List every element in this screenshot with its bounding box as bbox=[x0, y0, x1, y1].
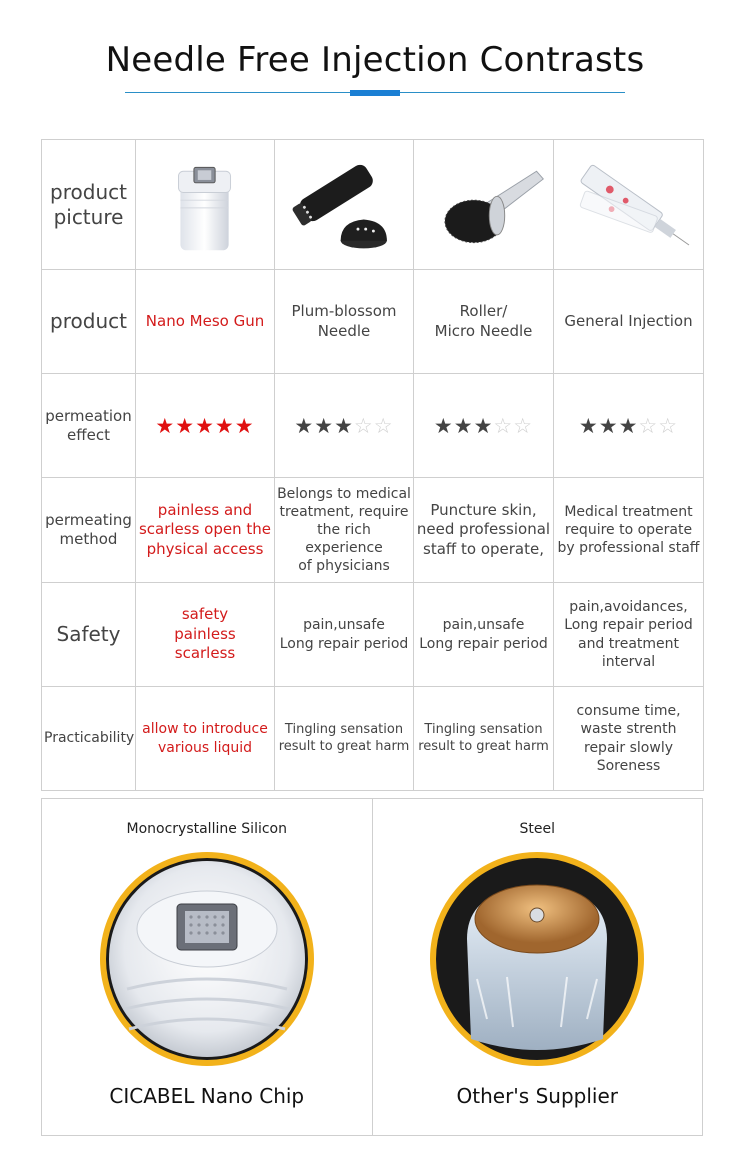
page-title: Needle Free Injection Contrasts bbox=[105, 40, 645, 80]
safety-cell-2 bbox=[275, 583, 414, 687]
picture-nano-gun bbox=[136, 140, 275, 270]
cell-text: Roller/ Micro Needle bbox=[434, 302, 533, 340]
product-cell-1 bbox=[136, 270, 275, 374]
star-empty-icon: ☆ bbox=[353, 413, 374, 438]
practicability-cell-4 bbox=[554, 687, 704, 791]
rating-cell-3 bbox=[414, 374, 554, 478]
rating-cell-2 bbox=[275, 374, 414, 478]
star-empty-icon: ☆ bbox=[638, 413, 659, 438]
cell-text: safety painless scarless bbox=[174, 605, 236, 663]
star-empty-icon: ☆ bbox=[373, 413, 394, 438]
label-product bbox=[42, 270, 136, 374]
roller-image bbox=[416, 150, 551, 260]
label-text: product bbox=[50, 309, 127, 333]
product-cell-3 bbox=[414, 270, 554, 374]
plum-blossom-image bbox=[277, 150, 411, 260]
star-filled-icon: ★ bbox=[294, 413, 315, 438]
star-filled-icon: ★ bbox=[453, 413, 474, 438]
star-rating bbox=[277, 414, 411, 438]
rating-cell-4 bbox=[554, 374, 704, 478]
rating-cell-1 bbox=[136, 374, 275, 478]
label-line: method bbox=[59, 530, 118, 548]
star-filled-icon: ★ bbox=[433, 413, 454, 438]
picture-plum-blossom bbox=[275, 140, 414, 270]
star-filled-icon: ★ bbox=[195, 413, 215, 438]
cell-text: Medical treatment require to operate by professional staff bbox=[557, 503, 700, 557]
cell-text: allow to introduce various liquid bbox=[142, 721, 268, 756]
row-product-picture bbox=[42, 140, 704, 270]
cell-text: pain,unsafe Long repair period bbox=[419, 617, 548, 652]
star-rating bbox=[416, 414, 551, 438]
other-supplier-panel bbox=[372, 799, 703, 1135]
label-line: product bbox=[50, 179, 127, 204]
star-filled-icon: ★ bbox=[618, 413, 639, 438]
material-label: Steel bbox=[519, 821, 555, 837]
method-cell-2 bbox=[275, 478, 414, 583]
title-accent-bar bbox=[350, 90, 400, 96]
practicability-cell-2 bbox=[275, 687, 414, 791]
cell-text: Tingling sensation result to great harm bbox=[418, 721, 549, 754]
row-product bbox=[42, 270, 704, 374]
safety-cell-4 bbox=[554, 583, 704, 687]
star-filled-icon: ★ bbox=[314, 413, 335, 438]
row-practicability bbox=[42, 687, 704, 791]
practicability-cell-3 bbox=[414, 687, 554, 791]
method-cell-3 bbox=[414, 478, 554, 583]
cell-text: General Injection bbox=[564, 311, 693, 330]
product-name: Other's Supplier bbox=[456, 1084, 618, 1108]
star-filled-icon: ★ bbox=[473, 413, 494, 438]
tip-comparison-panel bbox=[41, 798, 703, 1136]
row-permeation-effect bbox=[42, 374, 704, 478]
cell-text: Nano Meso Gun bbox=[145, 311, 265, 330]
star-rating bbox=[138, 414, 272, 438]
practicability-cell-1 bbox=[136, 687, 275, 791]
cell-text: Belongs to medical treatment, require the rich experience of physicians bbox=[277, 485, 411, 575]
label-line: permeation bbox=[45, 406, 132, 425]
label-text: Safety bbox=[56, 622, 121, 646]
star-filled-icon: ★ bbox=[214, 413, 235, 438]
method-cell-1 bbox=[136, 478, 275, 583]
star-empty-icon: ☆ bbox=[513, 413, 534, 438]
star-filled-icon: ★ bbox=[598, 413, 619, 438]
picture-roller bbox=[414, 140, 554, 270]
cell-text: Tingling sensation result to great harm bbox=[278, 721, 410, 754]
star-empty-icon: ☆ bbox=[493, 413, 514, 438]
cell-text: pain,avoidances, Long repair period and treatment interval bbox=[564, 599, 693, 670]
label-line: permeating bbox=[45, 511, 132, 530]
nano-chip-panel bbox=[42, 799, 372, 1135]
label-safety bbox=[42, 583, 136, 687]
picture-general-injection bbox=[554, 140, 704, 270]
row-safety bbox=[42, 583, 704, 687]
material-label: Monocrystalline Silicon bbox=[126, 821, 287, 837]
product-cell-2 bbox=[275, 270, 414, 374]
label-text: Practicability bbox=[44, 729, 135, 746]
row-permeating-method bbox=[42, 478, 704, 583]
steel-needle-image bbox=[427, 849, 647, 1069]
safety-cell-1 bbox=[136, 583, 275, 687]
label-line: effect bbox=[67, 425, 110, 444]
cell-text: painless and scarless open the physical access bbox=[138, 500, 272, 558]
cell-text: pain,unsafe Long repair period bbox=[279, 617, 409, 652]
label-line: picture bbox=[53, 204, 124, 229]
product-name: CICABEL Nano Chip bbox=[109, 1084, 305, 1108]
method-cell-4 bbox=[554, 478, 704, 583]
cell-text: Puncture skin, need professional staff to operate, bbox=[416, 500, 551, 558]
star-filled-icon: ★ bbox=[234, 413, 255, 438]
nano-chip-image bbox=[97, 849, 317, 1069]
cell-text: consume time, waste strenth repair slowly Soreness bbox=[576, 703, 681, 774]
comparison-table bbox=[41, 139, 704, 791]
label-permeation-effect bbox=[42, 374, 136, 478]
label-permeating-method bbox=[42, 478, 136, 583]
syringe-image bbox=[556, 150, 701, 260]
cell-text: Plum-blossom Needle bbox=[291, 302, 397, 340]
star-filled-icon: ★ bbox=[578, 413, 599, 438]
star-filled-icon: ★ bbox=[334, 413, 354, 438]
star-rating bbox=[556, 414, 701, 438]
star-filled-icon: ★ bbox=[175, 413, 196, 438]
label-practicability bbox=[42, 687, 136, 791]
star-empty-icon: ☆ bbox=[658, 413, 679, 438]
star-filled-icon: ★ bbox=[155, 413, 176, 438]
safety-cell-3 bbox=[414, 583, 554, 687]
nano-gun-image bbox=[138, 150, 272, 260]
product-cell-4 bbox=[554, 270, 704, 374]
label-product-picture bbox=[42, 140, 136, 270]
